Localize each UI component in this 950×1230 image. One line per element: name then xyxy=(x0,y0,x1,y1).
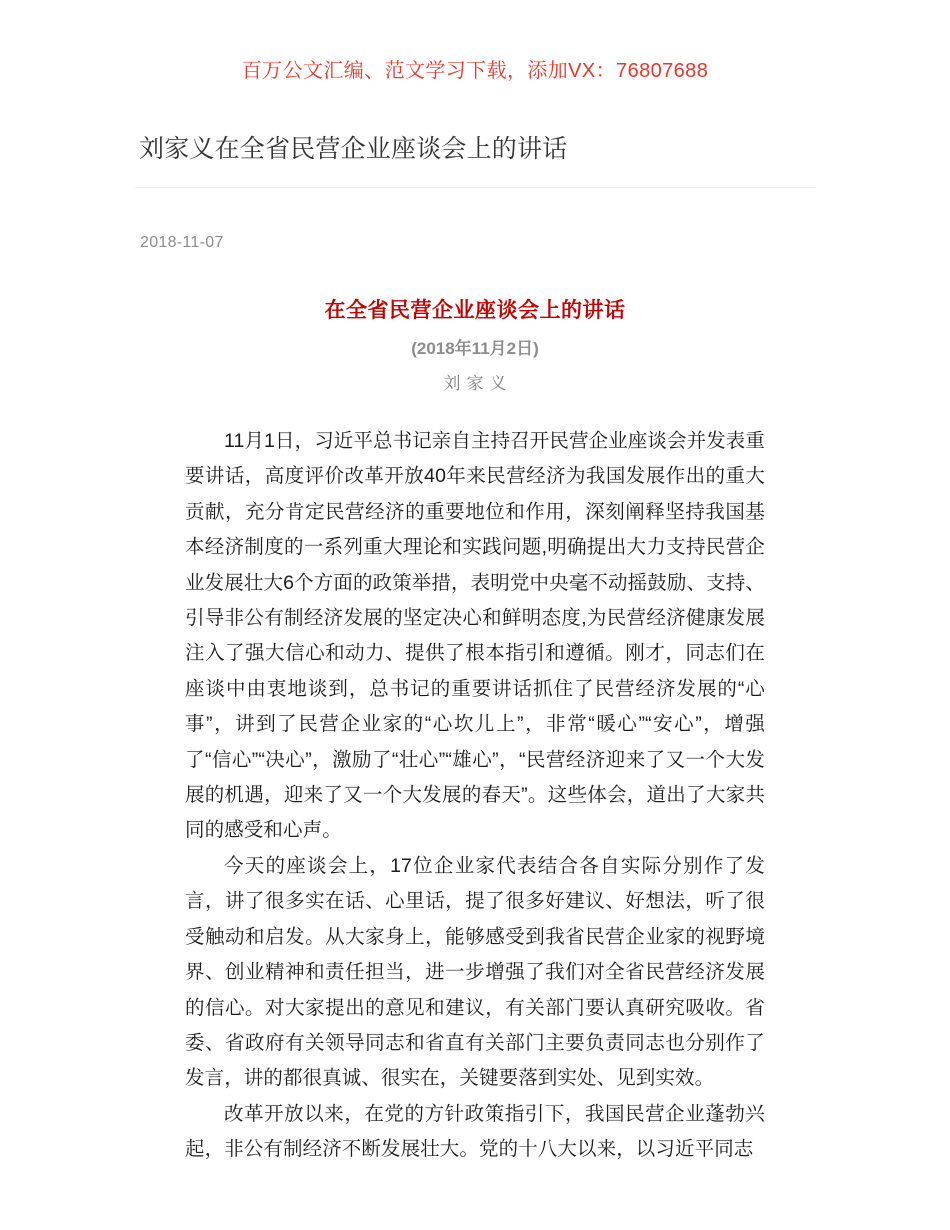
document-paragraph: 今天的座谈会上，17位企业家代表结合各自实际分别作了发言，讲了很多实在话、心里话，提了很多好建议、好想法，听了很受触动和启发。从大家身上，能够感受到我省民营企业家的视野境界、创业精神和责任担当，进一步增强了我们对全省民营经济发展的信心。对大家提出的意见和建议，有关部门要认真研究吸收。省委、省政府有关领导同志和省直有关部门主要负责同志也分别作了发言，讲的都很真诚、很实在，关键要落到实处、见到实效。 xyxy=(185,854,765,1090)
article-header xyxy=(135,84,815,254)
promo-banner xyxy=(0,0,950,84)
document-sub-date: (2018年11月2日) xyxy=(411,339,539,358)
document-paragraphs xyxy=(185,424,765,1168)
document-content xyxy=(185,296,765,1168)
document-paragraph: 11月1日，习近平总书记亲自主持召开民营企业座谈会并发表重要讲话，高度评价改革开放40年来民营经济为我国发展作出的重大贡献，充分肯定民营经济的重要地位和作用，深刻阐释坚持我国基本经济制度的一系列重大理论和实践问题,明确提出大力支持民营企业发展壮大6个方面的政策举措，表明党中央毫不动摇鼓励、支持、引导非公有制经济发展的坚定决心和鲜明态度,为民营经济健康发展注入了强大信心和动力、提供了根本指引和遵循。刚才，同志们在座谈中由衷地谈到，总书记的重要讲话抓住了民营经济发展的“心事”，讲到了民营企业家的“心坎儿上”，非常“暖心”“安心”，增强了“信心”“决心”，激励了“壮心”“雄心”，“民营经济迎来了又一个大发展的机遇，迎来了又一个大发展的春天”。这些体会，道出了大家共同的感受和心声。 xyxy=(185,430,765,842)
document-paragraph: 改革开放以来，在党的方针政策指引下，我国民营企业蓬勃兴起，非公有制经济不断发展壮大。党的十八大以来，以习近平同志 xyxy=(185,1102,765,1161)
title-divider xyxy=(135,187,815,188)
promo-text: 百万公文汇编、范文学习下载，添加VX：76807688 xyxy=(241,60,709,82)
page-title: 刘家义在全省民营企业座谈会上的讲话 xyxy=(139,135,568,163)
post-date: 2018-11-07 xyxy=(140,234,224,251)
document-heading: 在全省民营企业座谈会上的讲话 xyxy=(324,299,626,322)
document-author: 刘家义 xyxy=(443,374,513,393)
